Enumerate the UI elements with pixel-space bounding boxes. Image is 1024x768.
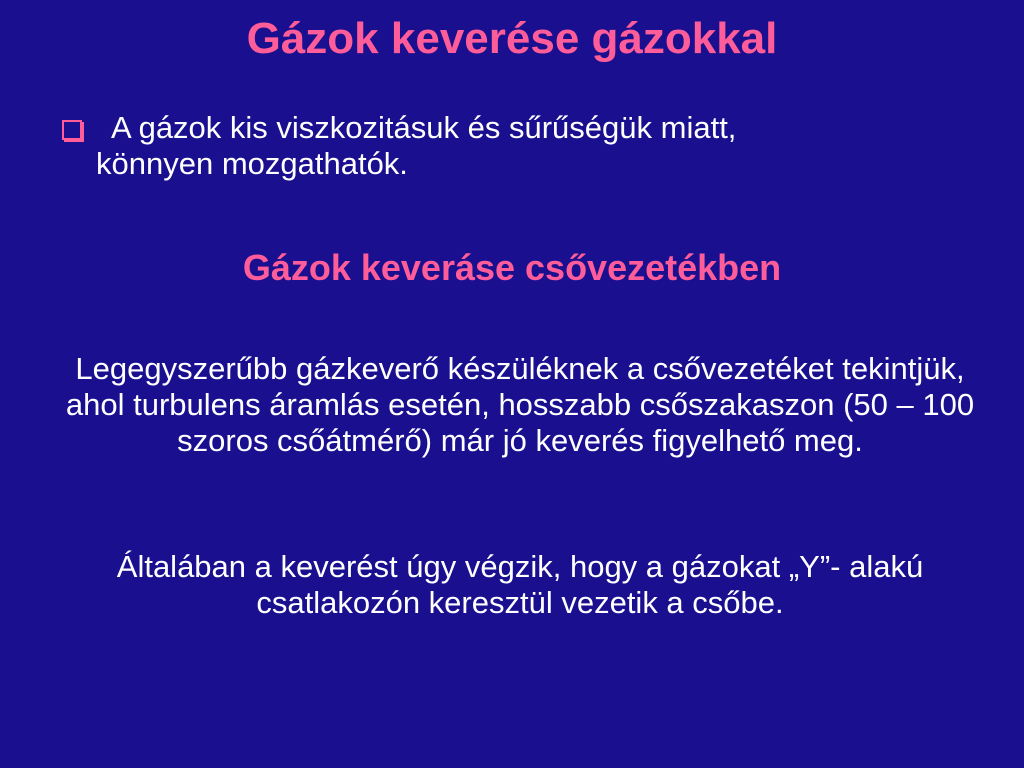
bullet-item	[62, 110, 962, 182]
slide-title: Gázok keverése gázokkal	[246, 14, 778, 63]
hollow-square-bullet-icon	[62, 120, 82, 140]
paragraph-y-connector: Általában a keverést úgy végzik, hogy a gázokat „Y”- alakú csatlakozón keresztül vezetik a csőbe.	[116, 549, 924, 620]
bullet-text-line1: A gázok kis viszkozitásuk és sűrűségük miatt,	[111, 110, 737, 145]
bullet-text	[96, 110, 962, 182]
bullet-text-line2: könnyen mozgathatók.	[96, 146, 408, 181]
section-subheading: Gázok keveráse csővezetékben	[242, 247, 782, 288]
paragraph-pipe-mixing: Legegyszerűbb gázkeverő készüléknek a csővezetéket tekintjük, ahol turbulens áramlás esetén, hosszabb csőszakaszon (50 – 100 szoros csőátmérő) már jó keverés figyelhető meg.	[65, 351, 975, 458]
